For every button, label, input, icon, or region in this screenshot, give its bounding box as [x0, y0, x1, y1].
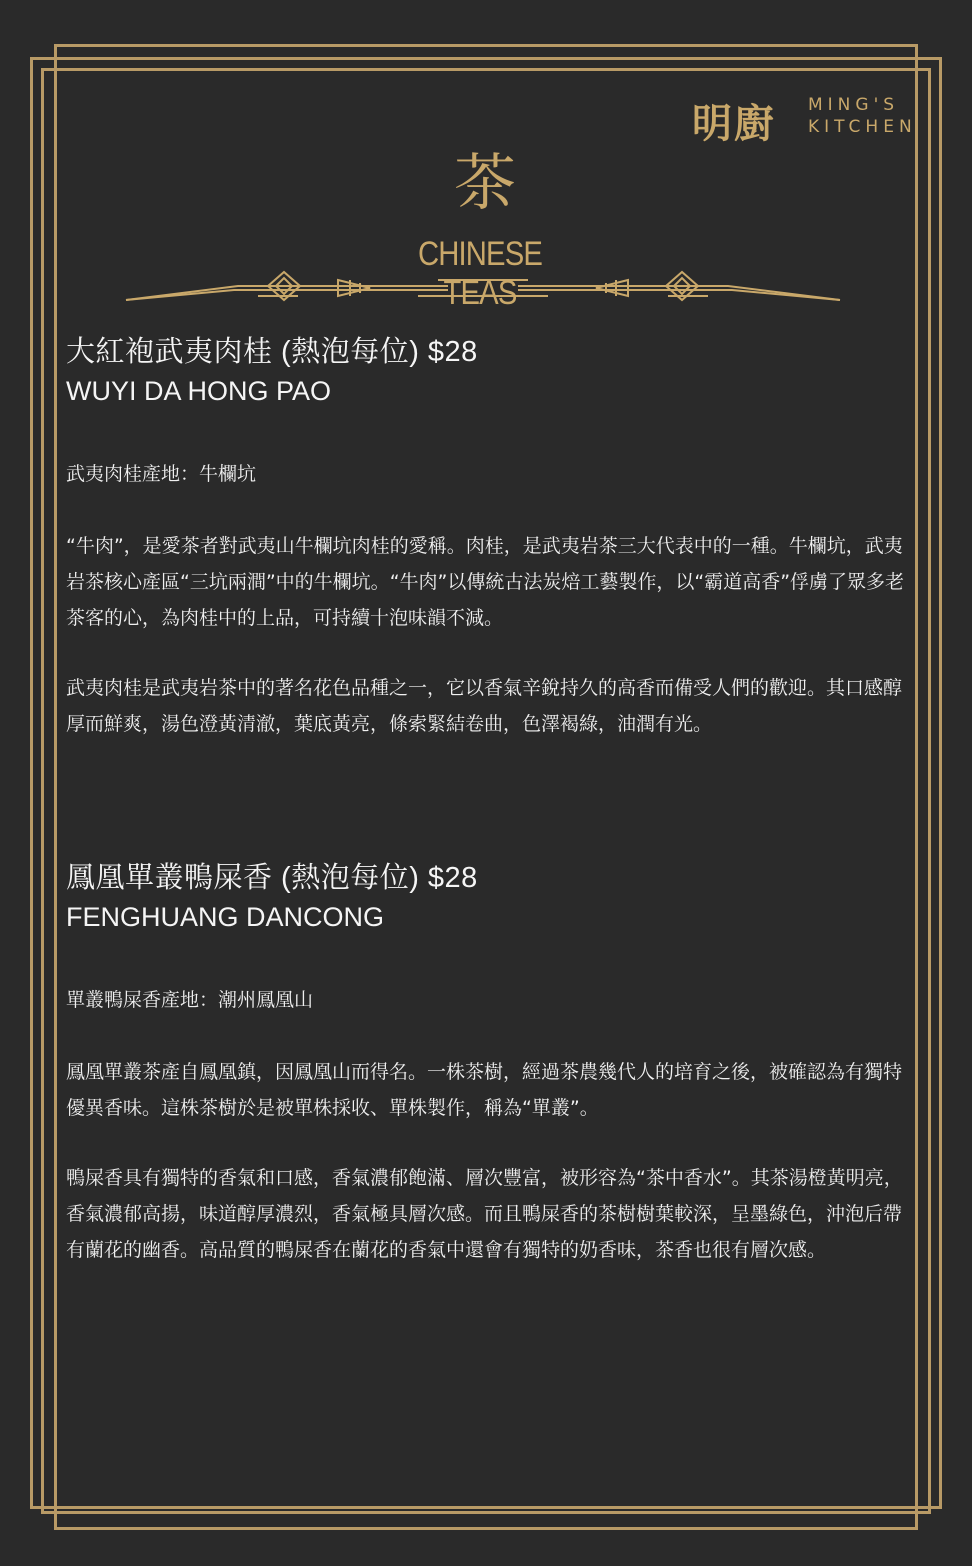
item-name: 鳳凰單叢鴨屎香 (熱泡每位) $28	[66, 862, 478, 894]
item-description-2: 鴨屎香具有獨特的香氣和口感，香氣濃郁飽滿、層次豐富，被形容為“茶中香水”。其茶湯橙黃明亮，香氣濃郁高揚，味道醇厚濃烈，香氣極具層次感。而且鴨屎香的茶樹樹葉較深，呈墨綠色，沖泡后帶有蘭花的幽香。高品質的鴨屎香在蘭花的香氣中還會有獨特的奶香味，茶香也很有層次感。	[66, 1167, 903, 1261]
section-title: CHINESE TEAS	[418, 235, 542, 312]
item-description-1: 鳳凰單叢茶產自鳳凰鎮，因鳳凰山而得名。一株茶樹，經過茶農幾代人的培育之後，被確認為有獨特優異香味。這株茶樹於是被單株採收、單株製作，稱為“單叢”。	[66, 1061, 903, 1119]
tea-character: 茶	[453, 146, 516, 219]
item-origin: 單叢鴨屎香產地：潮州鳳凰山	[66, 989, 314, 1011]
brand-english-line1: MING'S	[808, 95, 900, 115]
menu-item-fenghuang	[66, 858, 912, 1268]
item-description-1: “牛肉”，是愛茶者對武夷山牛欄坑肉桂的愛稱。肉桂，是武夷岩茶三大代表中的一種。牛欄坑，武夷岩茶核心產區“三坑兩澗”中的牛欄坑。“牛肉”以傳統古法炭焙工藝製作，以“霸道高香”俘虜了眾多老茶客的心，為肉桂中的上品，可持續十泡味韻不減。	[66, 535, 905, 629]
item-origin: 武夷肉桂產地：牛欄坑	[66, 463, 257, 485]
brand-logo	[692, 92, 917, 152]
item-name: 大紅袍武夷肉桂 (熱泡每位) $28	[66, 336, 478, 368]
brand-english-line2: KITCHEN	[808, 117, 917, 137]
item-english-name: FENGHUANG DANCONG	[66, 902, 385, 932]
brand-english-name	[808, 94, 917, 138]
menu-item-wuyi	[66, 332, 912, 742]
item-description-2: 武夷肉桂是武夷岩茶中的著名花色品種之一，它以香氣辛銳持久的高香而備受人們的歡迎。其口感醇厚而鮮爽，湯色澄黃清澈，葉底黃亮，條索緊結卷曲，色澤褐綠，油潤有光。	[66, 677, 903, 735]
brand-chinese-name: 明廚	[692, 100, 776, 147]
item-english-name: WUYI DA HONG PAO	[66, 376, 332, 406]
divider-lines	[126, 272, 840, 300]
art-deco-divider	[118, 266, 848, 308]
